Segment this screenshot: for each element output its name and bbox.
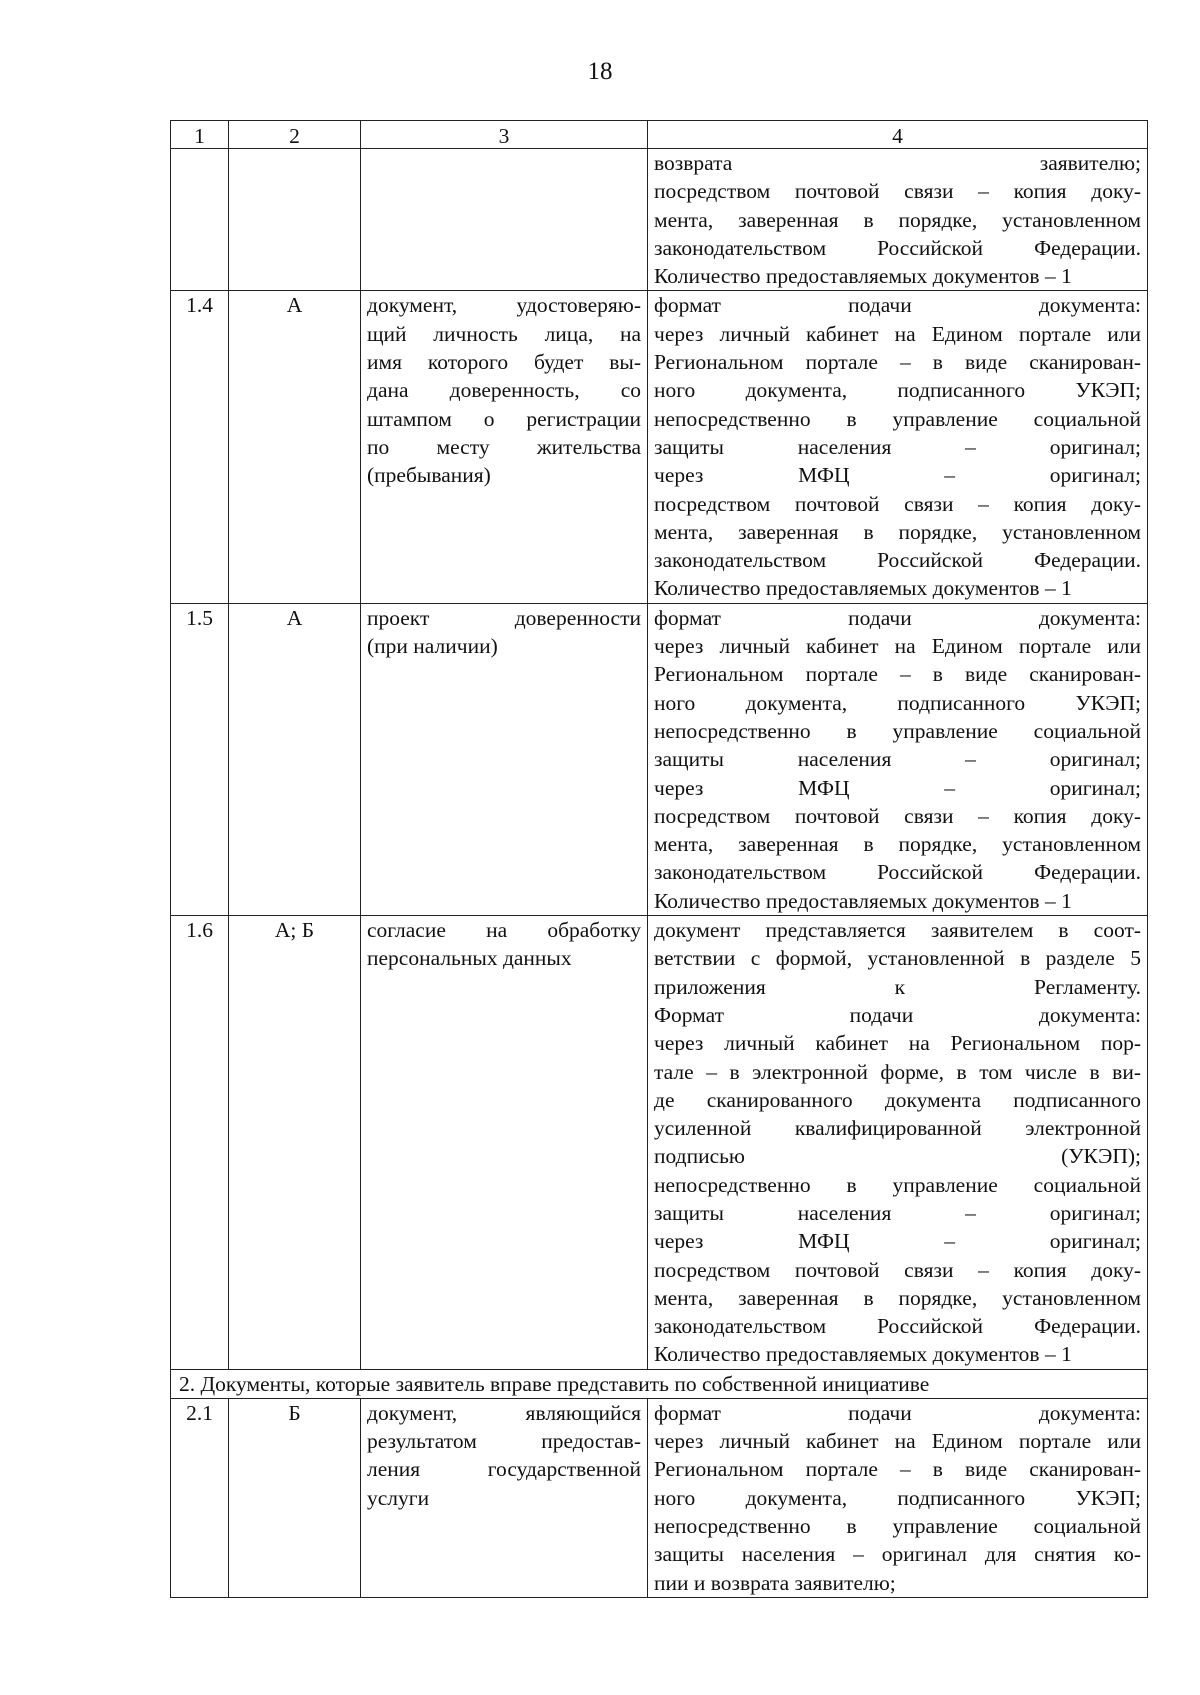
text-line: персональных данных — [367, 946, 572, 971]
table-row-1-6 — [171, 916, 1148, 1370]
cell-format — [648, 603, 1148, 915]
text-line: формат подачи документа: — [654, 293, 1141, 318]
cell-description — [361, 603, 648, 915]
text-line: де сканированного документа подписанного — [654, 1087, 1141, 1112]
text-line: защиты населения – оригинал; — [654, 747, 1141, 772]
text-line: пии и возврата заявителю; — [654, 1570, 896, 1595]
header-col-3: 3 — [361, 121, 648, 149]
text-line: (пребывания) — [367, 463, 491, 488]
text-line: имя которого будет вы- — [367, 350, 641, 375]
text-line: штампом о регистрации — [367, 406, 641, 431]
cell-number: 1.5 — [171, 603, 229, 915]
text-line: посредством почтовой связи – копия доку- — [654, 491, 1141, 516]
header-col-1: 1 — [171, 121, 229, 149]
text-line: услуги — [367, 1485, 430, 1510]
text-line: Количество предоставляемых документов – 1 — [654, 264, 1072, 289]
text-line: формат подачи документа: — [654, 1400, 1141, 1425]
documents-table — [170, 120, 1148, 1598]
text-line: мента, заверенная в порядке, установленном — [654, 207, 1141, 232]
text-line: (при наличии) — [367, 634, 498, 659]
text-line: мента, заверенная в порядке, установленном — [654, 832, 1141, 857]
text-line: результатом предостав- — [367, 1429, 641, 1454]
cell-number: 1.4 — [171, 291, 229, 603]
text-line: Региональном портале – в виде сканирован- — [654, 662, 1141, 687]
cell-description — [361, 916, 648, 1370]
cell-category: Б — [229, 1398, 361, 1597]
text-line: законодательством Российской Федерации. — [654, 860, 1141, 885]
text-line: Количество предоставляемых документов – 1 — [654, 888, 1072, 913]
table-row-continued — [171, 149, 1148, 291]
text-line: подписью (УКЭП); — [654, 1144, 1141, 1169]
cell-number: 2.1 — [171, 1398, 229, 1597]
header-col-2: 2 — [229, 121, 361, 149]
text-line: Региональном портале – в виде сканирован- — [654, 1457, 1141, 1482]
text-line: законодательством Российской Федерации. — [654, 1314, 1141, 1339]
cell-format — [648, 916, 1148, 1370]
text-line: мента, заверенная в порядке, установленном — [654, 1285, 1141, 1310]
text-line: усиленной квалифицированной электронной — [654, 1116, 1141, 1141]
page-number: 18 — [587, 58, 613, 85]
text-line: по месту жительства — [367, 434, 641, 459]
cell-category: А; Б — [229, 916, 361, 1370]
text-line: дана доверенность, со — [367, 378, 641, 403]
text-line: Количество предоставляемых документов – 1 — [654, 576, 1072, 601]
cell-format — [648, 149, 1148, 291]
text-line: ного документа, подписанного УКЭП; — [654, 1485, 1141, 1510]
text-line: через МФЦ – оригинал; — [654, 775, 1141, 800]
text-line: через личный кабинет на Едином портале или — [654, 321, 1141, 346]
text-line: посредством почтовой связи – копия доку- — [654, 179, 1141, 204]
text-line: непосредственно в управление социальной — [654, 1172, 1141, 1197]
text-line: ного документа, подписанного УКЭП; — [654, 690, 1141, 715]
text-line: через личный кабинет на Едином портале или — [654, 1429, 1141, 1454]
text-line: непосредственно в управление социальной — [654, 406, 1141, 431]
text-line: защиты населения – оригинал; — [654, 1200, 1141, 1225]
text-line: ветствии с формой, установленной в разделе 5 — [654, 946, 1141, 971]
header-col-4: 4 — [648, 121, 1148, 149]
text-line: формат подачи документа: — [654, 605, 1141, 630]
text-line: через МФЦ – оригинал; — [654, 463, 1141, 488]
cell-description — [361, 291, 648, 603]
cell-category — [229, 149, 361, 291]
table-row-1-4 — [171, 291, 1148, 603]
text-line: через МФЦ – оригинал; — [654, 1229, 1141, 1254]
text-line: ного документа, подписанного УКЭП; — [654, 378, 1141, 403]
cell-number — [171, 149, 229, 291]
text-line: законодательством Российской Федерации. — [654, 548, 1141, 573]
text-line: защиты населения – оригинал для снятия ко- — [654, 1542, 1141, 1567]
text-line: через личный кабинет на Региональном пор- — [654, 1031, 1141, 1056]
cell-description — [361, 1398, 648, 1597]
section-2-heading: 2. Документы, которые заявитель вправе представить по собственной инициативе — [171, 1369, 1148, 1398]
text-line: документ представляется заявителем в соот- — [654, 918, 1141, 943]
text-line: тале – в электронной форме, в том числе в ви- — [654, 1059, 1141, 1084]
text-line: через личный кабинет на Едином портале или — [654, 634, 1141, 659]
text-line: документ, являющийся — [367, 1400, 641, 1425]
text-line: щий личность лица, на — [367, 321, 641, 346]
cell-category: А — [229, 603, 361, 915]
text-line: посредством почтовой связи – копия доку- — [654, 1257, 1141, 1282]
text-line: проект доверенности — [367, 605, 641, 630]
text-line: Формат подачи документа: — [654, 1002, 1141, 1027]
table-header-row — [171, 121, 1148, 149]
text-line: согласие на обработку — [367, 918, 641, 943]
text-line: приложения к Регламенту. — [654, 974, 1141, 999]
cell-format — [648, 291, 1148, 603]
text-line: Региональном портале – в виде сканирован- — [654, 350, 1141, 375]
cell-description — [361, 149, 648, 291]
text-line: защиты населения – оригинал; — [654, 434, 1141, 459]
text-line: Количество предоставляемых документов – 1 — [654, 1342, 1072, 1367]
cell-category: А — [229, 291, 361, 603]
table-row-2-1 — [171, 1398, 1148, 1597]
text-line: непосредственно в управление социальной — [654, 1513, 1141, 1538]
section-heading-row — [171, 1369, 1148, 1398]
table-row-1-5 — [171, 603, 1148, 915]
text-line: возврата заявителю; — [654, 151, 1141, 175]
cell-format — [648, 1398, 1148, 1597]
text-line: непосредственно в управление социальной — [654, 718, 1141, 743]
text-line: документ, удостоверяю- — [367, 293, 641, 318]
text-line: законодательством Российской Федерации. — [654, 235, 1141, 260]
text-line: посредством почтовой связи – копия доку- — [654, 803, 1141, 828]
text-line: ления государственной — [367, 1457, 641, 1482]
cell-number: 1.6 — [171, 916, 229, 1370]
text-line: мента, заверенная в порядке, установленном — [654, 519, 1141, 544]
